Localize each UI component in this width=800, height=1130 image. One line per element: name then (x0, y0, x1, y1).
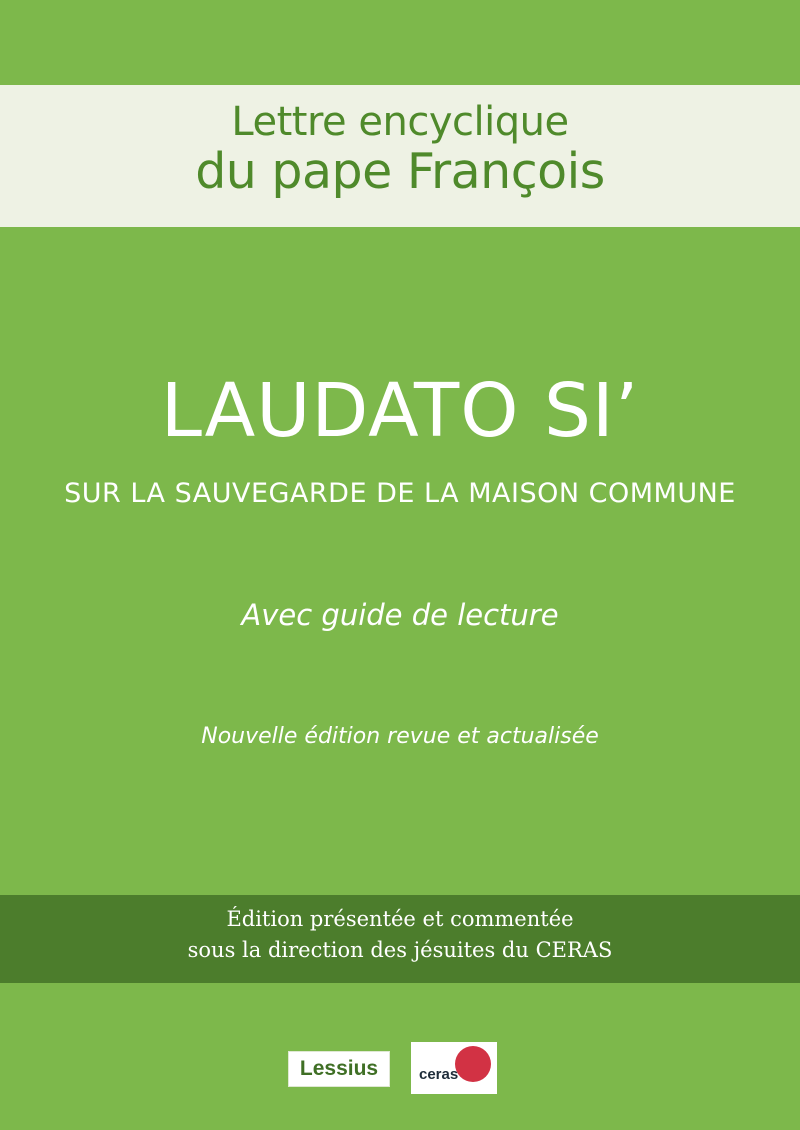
header-line-1: Lettre encyclique (231, 99, 569, 145)
publisher-line-1: Édition présentée et commentée (226, 907, 574, 931)
subtitle: SUR LA SAUVEGARDE DE LA MAISON COMMUNE (64, 478, 736, 509)
header-line-2: du pape François (195, 143, 605, 200)
ceras-logo-mark (455, 1046, 491, 1082)
lessius-logo (289, 1052, 389, 1086)
lessius-logo-text: Lessius (299, 1057, 379, 1080)
publisher-band (0, 895, 800, 983)
guide-text: Avec guide de lecture (241, 598, 559, 632)
ceras-logo (411, 1042, 497, 1094)
main-title: LAUDATO SI’ (160, 368, 640, 454)
publisher-line-2: sous la direction des jésuites du CERAS (187, 938, 613, 962)
ceras-logo-text: ceras (419, 1066, 459, 1083)
header-band (0, 85, 800, 227)
edition-text: Nouvelle édition revue et actualisée (201, 724, 599, 749)
